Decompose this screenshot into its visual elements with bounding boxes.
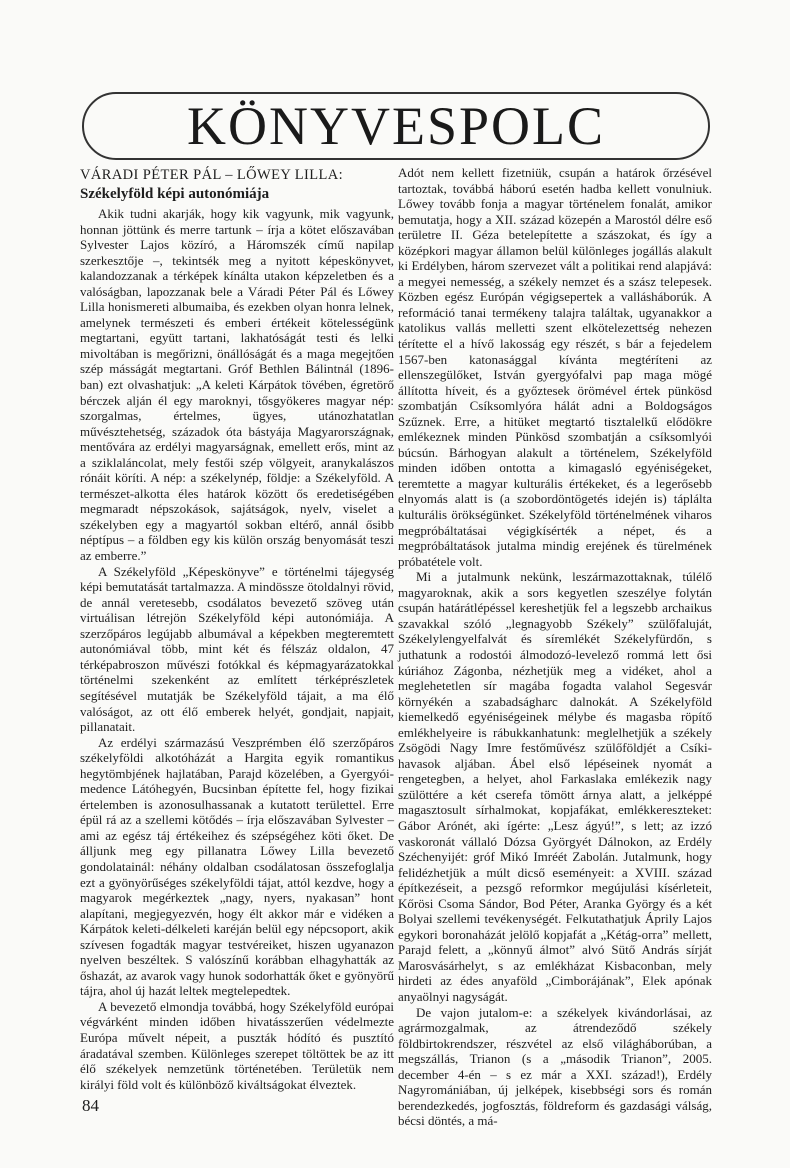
left-paragraph-3: Az erdélyi származású Veszprémben élő szerzőpáros székelyföldi alkotóházát a Hargita egyik romantikus hegytömbjének hajlatában, Parajd közelében, a Gyergyói-medence Látóhegyén, Bucsinban építette fel, hogy fizikai értelemben is azonosulhassanak a kutatott területtel. Erre épül rá az a szellemi kötődés – írja előszavában Sylvester – ami az egész táj értékeihez és szépségéhez köti őket. De álljunk meg egy pillanatra Lőwey Lilla bevezető gondolatainál: néhány oldalban csodálatosan összefoglalja ezt a gyönyörűséges székelyföldi tájat, attól kezdve, hogy a magyarok megérkeztek „nagy, nyers, nyakasan” hont alapítani, megjegyezvén, hogy élt akkor már e vidéken a Kárpátok keleti-délkeleti karéján belül egy népcsoport, akik szívesen fogadták magyar testvéreiket, hiszen ugyanazon nyelven beszéltek. S valószínű korábban elhagyhatták az őshazát, az avarok vagy hunok sodorhatták őket e gyönyörű tájra, ahol új hazát leltek megtelepedtek.: [80, 734, 394, 999]
page-number: 84: [82, 1096, 99, 1115]
right-paragraph-3: De vajon jutalom-e: a székelyek kivándorlásai, az agrármozgalmak, az átrendeződő székely földbirtokrendszer, részvétel az első világháborúban, a megszállás, Trianon (s a „második Trianon”, 2005. december 4-én – s ez már a XXI. század!), Erdély Nagyromániában, új jelképek, kisebbségi sors és román berendezkedés, jogfosztás, földreform és gazdasági válság, bécsi döntés, a má-: [398, 1004, 712, 1129]
left-column: [80, 165, 394, 1092]
right-column: [398, 165, 712, 1129]
left-paragraph-1: Akik tudni akarják, hogy kik vagyunk, mik vagyunk, honnan jöttünk és merre tartunk – írja a kötet előszavában Sylvester Lajos közíró, a Háromszék című napilap szerkesztője –, tekintsék meg a nyitott képeskönyvet, kalandozzanak a térképek kínálta utakon képzeletben és a valóságban, lapozzanak bele a Váradi Péter Pál és Lőwey Lilla honismereti albumaiba, és ezekben olyan honra lelnek, amelynek természeti és emberi értékeit kötelességünk megtartani, együtt tartani, lakhatóságát testi és lelki mivoltában is megőrizni, önállóságát és a maga megejtően szép másságát megtartani. Gróf Bethlen Bálintnál (1896-ban) ezt olvashatjuk: „A keleti Kárpátok tövében, égretörő bérczek alján él egy maroknyi, tősgyökeres magyar nép: szorgalmas, értelmes, ügyes, utánozhatatlan művésztehetség, századok óta bástyája Magyarországnak, mentővára az erdélyi magyarságnak, emellett erős, mint az a sziklaláncolat, mely festői szép völgyeit, aranykalászos rónáit köríti. A nép: a székelynép, földje: a Székelyföld. A természet-alkotta éles határok között ős eredetiségében megmaradt népszokások, sajátságok, nyelv, viselet a székelyben egy a magyartól sokban eltérő, annál ősibb néptípus – a földben egy kis külön ország benyomását teszi az emberre.”: [80, 206, 394, 564]
section-title-frame: [82, 92, 710, 160]
left-paragraph-4: A bevezető elmondja továbbá, hogy Székelyföld európai végvárként minden időben hivatásszerűen védelmezte Európa művelt népeit, a puszták hódító és pusztító áradatával szemben. Különleges szerepet töltöttek be az itt élő székelyek nemzetünk történetében. Területük nem királyi föld volt és különböző kiváltságokat élveztek.: [80, 998, 394, 1092]
article-authors: VÁRADI PÉTER PÁL – LŐWEY LILLA:: [80, 167, 344, 183]
right-paragraph-1: Adót nem kellett fizetniük, csupán a határok őrzésével tartoztak, továbbá háború esetén hadba kellett vonulniuk. Lőwey tovább fonja a magyar történelem fonalát, amikor bemutatja, hogy a XII. század közepén a Marostól délre eső területre II. Géza betelepítette a szászokat, és így a középkori magyar államon belül különleges jogállás alakult ki Erdélyben, három szervezet vált a politikai rend alapjává: a megyei nemesség, a székely nemzet és a szász telepesek. Közben egész Európán végigsepertek a vallásháborúk. A reformáció tanai termékeny talajra találtak, ugyanakkor a katolikus vallás melletti szent elkötelezettség nehezen térítette el a hívő lakosság egy részét, s bár a fejedelem 1567-ben katonasággal kívánta megtéríteni az ellenszegülőket, István gyergyófalvi pap maga mögé állította híveit, és a győztesek örömével értek pünkösd szombatján Csíksomlyóra hálát adni a Boldogságos Szűznek. Erre, a hitüket megtartó tisztalelkű elődökre emlékeznek minden Pünkösd szombatján a csíksomlyói búcsún. Bárhogyan alakult a történelem, Székelyföld minden időben ontotta a kimagasló egyéniségeket, teremtette a magyar kulturális értékeket, és a legerősebb elnyomás alatt is (a szobordöntögetés idején is) táplálta kulturális örökségünket. Székelyföld történelmének viharos megpróbáltatásai végigkísérték a népet, és a megpróbáltatások jutalma mindig erejének és türelmének próbatétele volt.: [398, 165, 712, 569]
section-title: KÖNYVESPOLC: [186, 96, 606, 156]
article-subtitle: Székelyföld képi autonómiája: [80, 186, 270, 202]
right-paragraph-2: Mi a jutalmunk nekünk, leszármazottaknak, túlélő magyaroknak, akik a sors kegyetlen szeszélye folytán csupán határátlépéssel kereshetjük fel a legszebb archaikus szavakkal szóló „legnagyobb Székely” szülőfaluját, Székelylengyelfalvát és síremlékét Székelyfürdőn, s juthatunk a rodostói álmodozó-levelező rommá lett ősi kúriához Zágonba, nézhetjük meg a vidéket, ahol a meglehetetlen sír magába fogadta valahol Segesvár környékén a szabadságharc dalnokát. A Székelyföld kiemelkedő egyéniségeinek mélybe és magasba röpítő emlékhelyeire is rábukkanhatunk: meglelhetjük a székely Zsögödi Nagy Imre festőművész szülőföldjét a Csíki-havasok aljában. Ábel első lépéseinek nyomát a rengetegben, a helyet, ahol Farkaslaka emlékezik nagy szülöttére a két cserefa tömött árnya alatt, a jelképpé magasztosult sírhalmokat, kopjafákat, emlékkereszteket: Gábor Arónét, aki ígérte: „Lesz ágyú!”, s lett; az izzó vaskoronát vállaló Dózsa Györgyét Dálnokon, az Erdély Széchenyijét: gróf Mikó Imréét Zabolán. Jutalmunk, hogy felidézhetjük a múlt dicső eseményeit: a XVIII. század építkezéseit, a pezsgő reformkor megújulási kísérleteit, Kőrösi Csoma Sándor, Bod Péter, Aranka György és a két Bolyai szellemi tevékenységét. Felkutathatjuk Áprily Lajos egykori boronaházát jelölő kopjafát a „Kétág-orra” mellett, Parajd felett, a „könnyű álmot” alvó Sütő András sírját Marosvásárhelyt, s az emlékházat Kisbaconban, mely hirdeti az édes anyaföld „Cimborájának”, Elek apónak anyaölnyi nagyságát.: [398, 569, 712, 1004]
left-paragraph-2: A Székelyföld „Képeskönyve” e történelmi tájegység képi bemutatását tartalmazza. A mindössze ötoldalnyi rövid, de annál veretesebb, csodálatos bevezető szöveg után virtuálisan létrejön Székelyföld képi autonómiája. A szerzőpáros legújabb albumával a képekben megteremtett autonómiával több, mint két és félszáz oldalon, 47 térképabroszon művészi fotókkal és képmagyarázatokkal történelmi szekenként az említett térképrészletek segítésével mutatják be Székelyföld tájait, a ma élő valóságot, az ott élő emberek helyét, gondjait, napjait, pillanatait.: [80, 563, 394, 735]
